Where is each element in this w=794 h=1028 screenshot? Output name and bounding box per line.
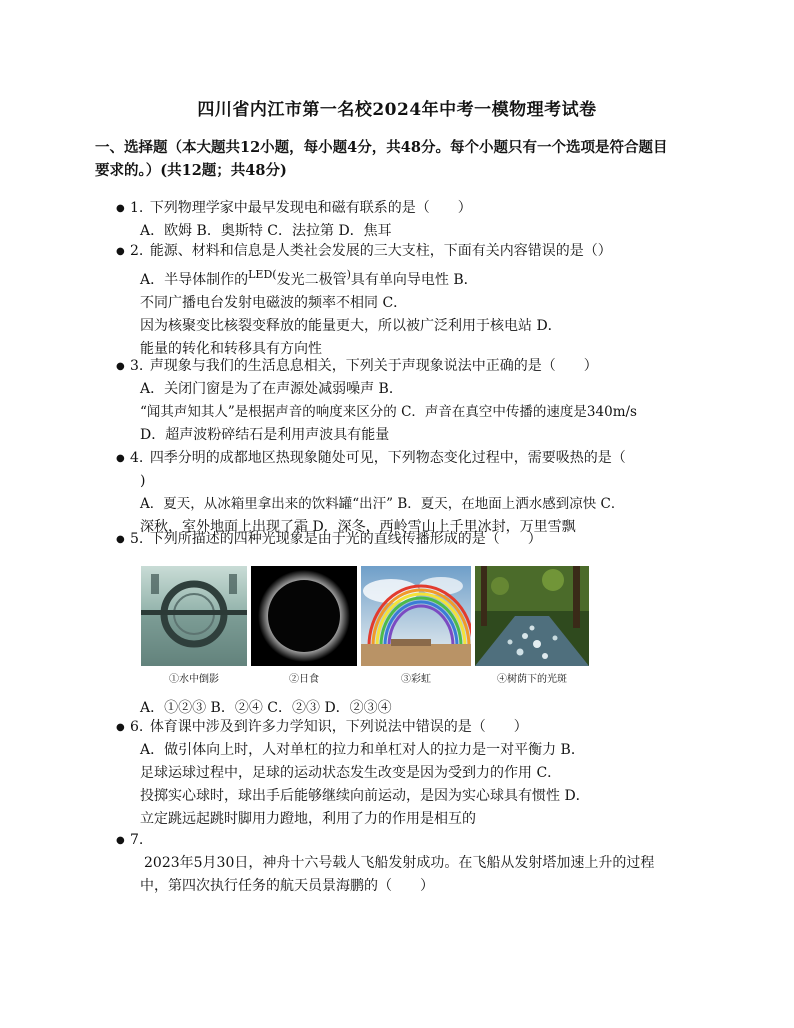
question-stem: 能源、材料和信息是人类社会发展的三大支柱，下面有关内容错误的是（）: [149, 243, 612, 259]
question-number: 3.: [130, 358, 144, 374]
option-text: ): [140, 473, 146, 489]
bullet-icon: ●: [116, 835, 125, 846]
section-heading-line2: 要求的。）(共12题；共48分): [95, 162, 287, 179]
question-2: [116, 240, 705, 361]
page-title: 四川省内江市第一名校2024年中考一模物理考试卷: [197, 100, 597, 120]
question-stem: 四季分明的成都地区热现象随处可见，下列物态变化过程中，需要吸热的是（: [149, 450, 626, 466]
question-number: 6.: [130, 719, 144, 735]
question-stem: 下列物理学家中最早发现电和磁有联系的是（ ）: [149, 200, 472, 216]
option-text: 因为核聚变比核裂变释放的能量更大，所以被广泛利用于核电站 D．: [140, 318, 562, 334]
bullet-icon: ●: [116, 534, 125, 545]
option-text: 发光二极管: [276, 272, 347, 288]
solar-eclipse-image: [251, 566, 357, 666]
figure-caption: ①水中倒影: [169, 674, 219, 685]
question-3: [116, 355, 705, 447]
bullet-icon: ●: [116, 453, 125, 464]
question-number: 4.: [130, 450, 144, 466]
question-stem: 下列所描述的四种光现象是由于光的直线传播形成的是（ ）: [149, 531, 542, 547]
question-number: 1.: [130, 200, 144, 216]
option-text: A．半导体制作的: [140, 272, 249, 288]
question-stem: 体育课中涉及到许多力学知识，下列说法中错误的是（ ）: [149, 719, 528, 735]
question-stem: 中，第四次执行任务的航天员景海鹏的（ ）: [140, 878, 434, 894]
bullet-icon: ●: [116, 246, 125, 257]
question-number: 2.: [130, 243, 144, 259]
bullet-icon: ●: [116, 361, 125, 372]
question-1: [116, 197, 705, 243]
question-options: A．①②③ B．②④ C．②③ D．②③④: [140, 700, 392, 716]
figure-caption: ③彩虹: [401, 674, 431, 685]
question-number: 5.: [130, 531, 144, 547]
figure-caption: ④树荫下的光斑: [497, 674, 567, 685]
question-7: [116, 829, 705, 898]
question-stem: 声现象与我们的生活息息相关，下列关于声现象说法中正确的是（ ）: [149, 358, 598, 374]
tree-shade-light-spots-image: [475, 566, 589, 666]
question-5: [116, 528, 705, 551]
option-text: 立定跳远起跳时脚用力蹬地，利用了力的作用是相互的: [140, 811, 476, 827]
option-text: 具有单向导电性 B．: [350, 272, 478, 288]
option-text: 深秋，室外地面上出现了霜 D．深冬，西岭雪山上千里冰封，万里雪飘: [140, 519, 576, 535]
option-text: A．做引体向上时，人对单杠的拉力和单杠对人的拉力是一对平衡力 B．: [140, 742, 585, 758]
question-stem: 2023年5月30日，神舟十六号载人飞船发射成功。在飞船从发射塔加速上升的过程: [144, 855, 655, 871]
bullet-icon: ●: [116, 203, 125, 214]
question-options: A．欧姆 B．奥斯特 C．法拉第 D．焦耳: [140, 223, 392, 239]
bridge-reflection-image: [141, 566, 247, 666]
option-text: D．超声波粉碎结石是利用声波具有能量: [140, 427, 390, 443]
question-5-figures: [141, 566, 591, 686]
option-text: 能量的转化和转移具有方向性: [140, 341, 322, 357]
led-superscript: LED(: [248, 268, 277, 281]
option-text: 投掷实心球时，球出手后能够继续向前运动，是因为实心球具有惯性 D．: [140, 788, 590, 804]
option-text: A．夏天，从冰箱里拿出来的饮料罐“出汗” B．夏天，在地面上洒水感到凉快 C．: [140, 496, 625, 512]
section-heading-line1: 一、选择题（本大题共12小题，每小题4分，共48分。每个小题只有一个选项是符合题目: [95, 139, 668, 156]
section-heading: [95, 136, 705, 182]
option-text: 不同广播电台发射电磁波的频率不相同 C．: [140, 295, 408, 311]
question-number: 7.: [130, 832, 144, 848]
option-text: A．关闭门窗是为了在声源处减弱噪声 B．: [140, 381, 403, 397]
figure-caption: ②日食: [289, 674, 319, 685]
question-4: [116, 447, 705, 539]
rainbow-image: [361, 566, 471, 666]
paren-superscript: ): [346, 268, 351, 281]
option-text: “闻其声知其人”是根据声音的响度来区分的 C．声音在真空中传播的速度是340m/s: [140, 404, 637, 420]
option-text: 足球运球过程中，足球的运动状态发生改变是因为受到力的作用 C．: [140, 765, 562, 781]
bullet-icon: ●: [116, 722, 125, 733]
question-6: [116, 716, 705, 831]
